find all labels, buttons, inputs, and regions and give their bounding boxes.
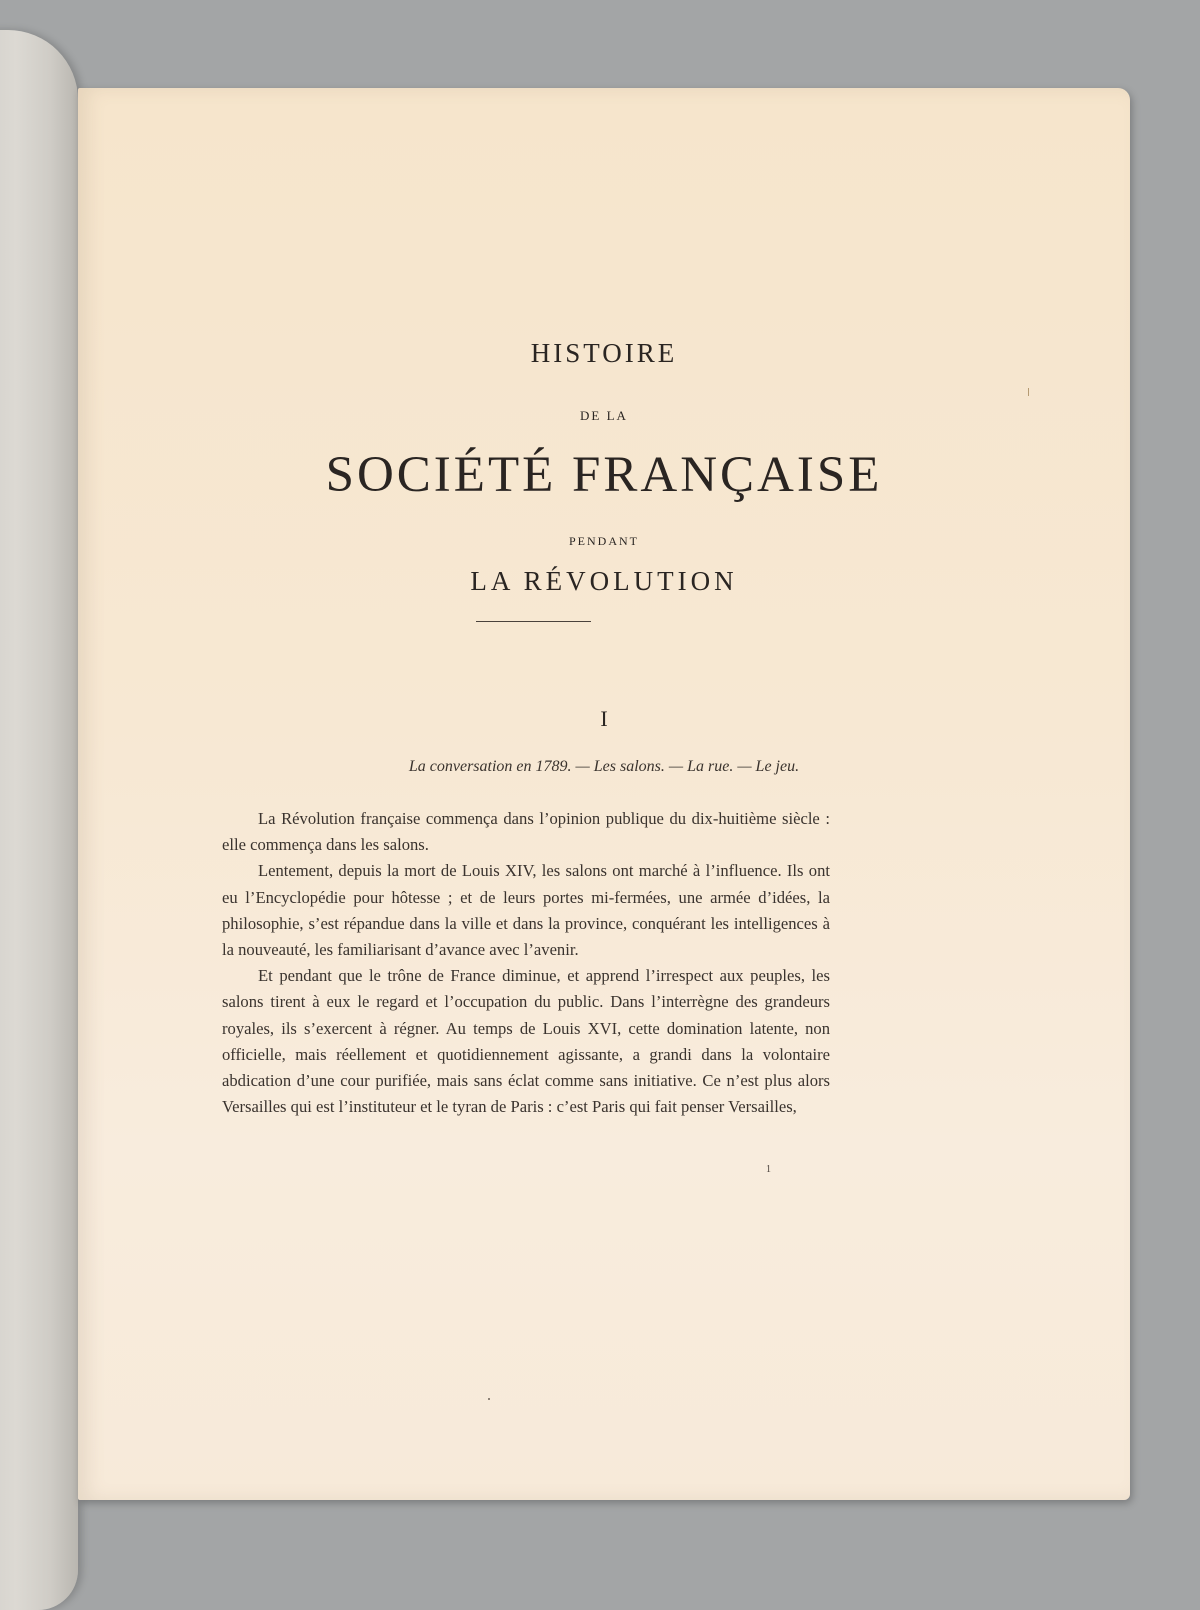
title-la-revolution: LA RÉVOLUTION <box>470 566 738 596</box>
title-societe-francaise: SOCIÉTÉ FRANÇAISE <box>325 447 883 503</box>
page-signature: 1 <box>766 1164 771 1175</box>
title-histoire: HISTOIRE <box>530 338 678 368</box>
paper-speck <box>1028 388 1029 396</box>
paragraph-1: La Révolution française commença dans l’opinion publique du dix-huitième siècle : elle commença dans les salons. <box>222 809 830 855</box>
chapter-number: I <box>600 706 608 731</box>
paragraph-3: Et pendant que le trône de France diminue, et apprend l’irrespect aux peuples, les salons tirent à eux le regard et l’occupation du public. Dans l’interrègne des grandeurs royales, ils s’exercent à régner. Au temps de Louis XVI, cette domination latente, non officielle, mais réellement et quotidiennement agissante, a grandi dans la volontaire abdication d’une cour purifiée, mais sans éclat comme sans initiative. Ce n’est plus alors Versailles qui est l’instituteur et le tyran de Paris : c’est Paris qui fait penser Versailles, <box>222 966 830 1117</box>
facing-page-edge <box>0 30 78 1610</box>
chapter-summary: La conversation en 1789. — Les salons. — La rue. — Le jeu. <box>408 758 800 775</box>
title-de-la: DE LA <box>580 408 628 423</box>
title-rule-divider <box>476 621 591 622</box>
body-text <box>222 806 830 1120</box>
paper-speck <box>488 1398 490 1400</box>
paragraph-2: Lentement, depuis la mort de Louis XIV, les salons ont marché à l’influence. Ils ont eu l’Encyclopédie pour hôtesse ; et de leurs portes mi-fermées, une armée d’idées, la philosophie, s’est répandue dans la ville et dans la province, conquérant les intelligences à la nouveauté, les familiarisant d’avance avec l’avenir. <box>222 861 830 960</box>
book-page <box>78 88 1130 1500</box>
title-pendant: PENDANT <box>569 534 639 548</box>
